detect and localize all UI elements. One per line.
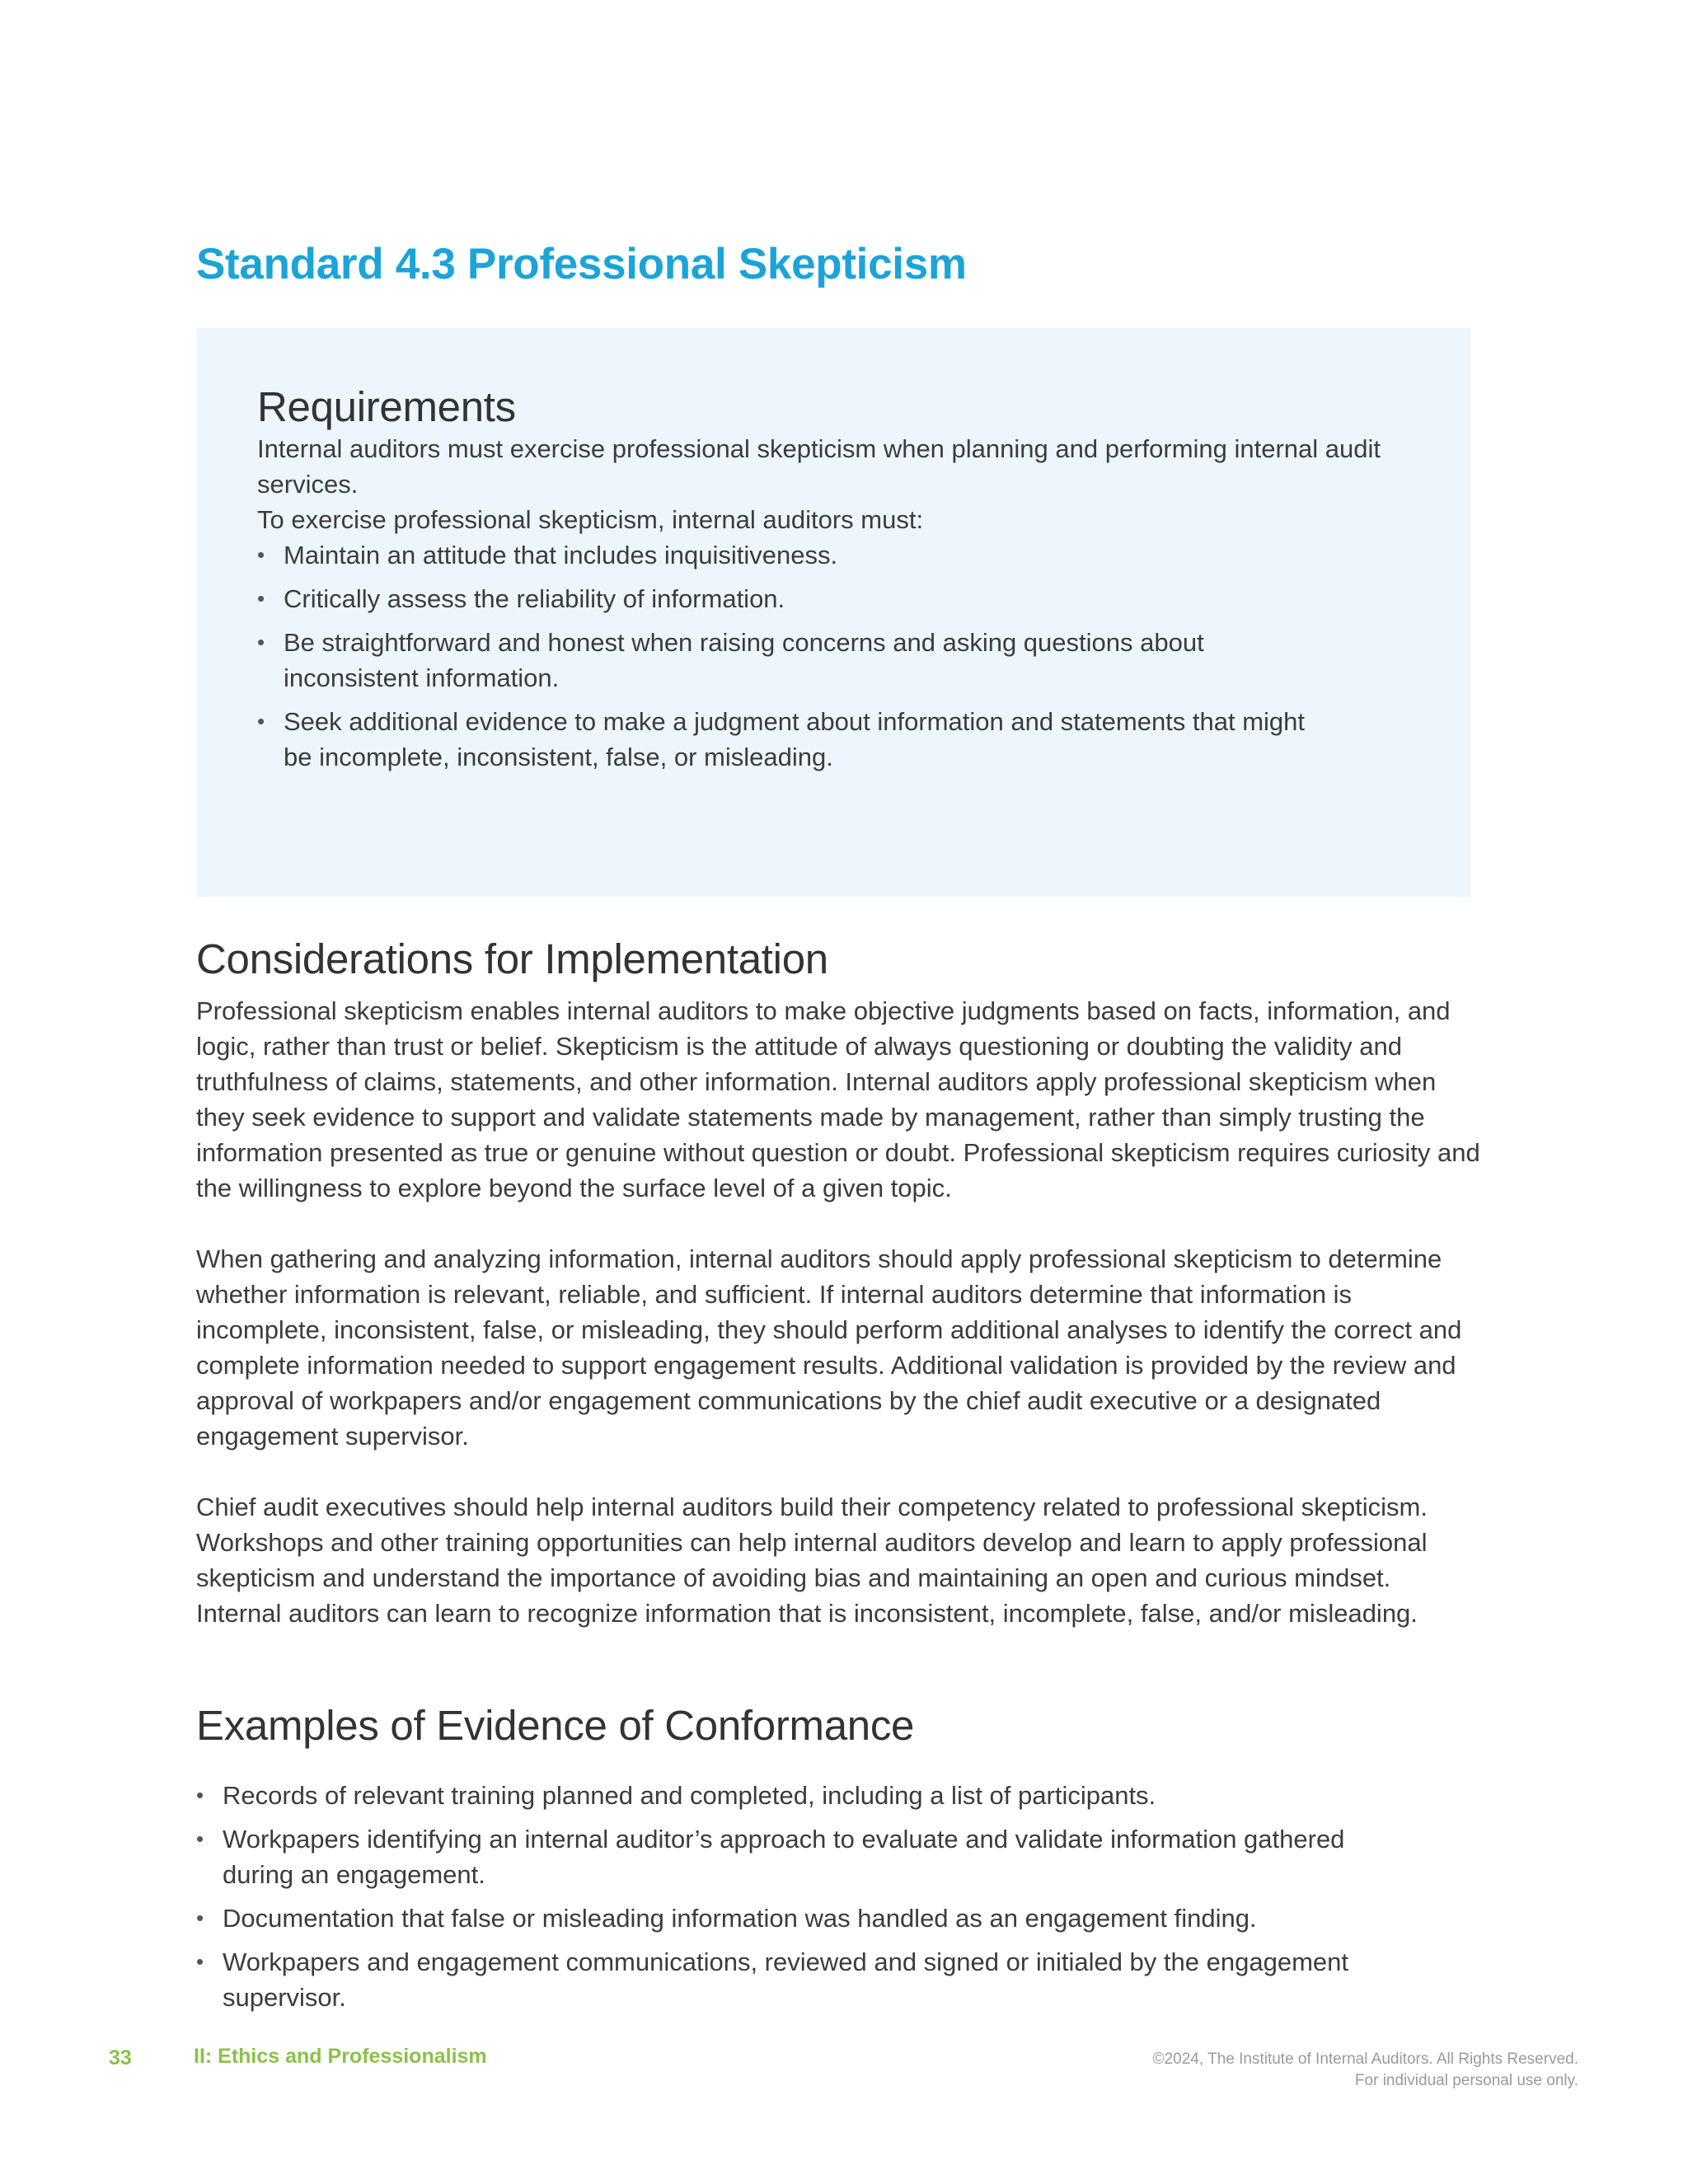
requirements-content (257, 382, 1395, 783)
requirements-list (257, 537, 1320, 775)
page-number: 33 (109, 2046, 132, 2069)
list-item (257, 625, 1320, 696)
list-item-text: Workpapers and engagement communications, reviewed and signed or initialed by the engagement supervisor. (223, 1947, 1348, 2012)
examples-section (196, 1701, 1482, 2023)
bullet-icon: • (257, 542, 265, 567)
bullet-icon: • (257, 630, 265, 654)
footer-copyright (1153, 2049, 1578, 2092)
bullet-icon: • (196, 1949, 204, 1974)
standard-title: Standard 4.3 Professional Skepticism (196, 240, 967, 288)
considerations-paragraph: When gathering and analyzing information, internal auditors should apply professional skepticism to determine whether information is relevant, reliable, and sufficient. If internal auditors determine that information is incomplete, inconsistent, false, or misleading, they should perform additional analyses to identify the correct and complete information needed to support engagement results. Additional validation is provided by the review and approval of workpapers and/or engagement communications by the chief audit executive or a designated engagement supervisor. (196, 1244, 1462, 1451)
bullet-icon: • (196, 1905, 204, 1930)
list-item-text: Maintain an attitude that includes inquisitiveness. (284, 541, 838, 569)
list-item-text: Critically assess the reliability of information. (284, 584, 785, 613)
copyright-line: ©2024, The Institute of Internal Auditors. All Rights Reserved. (1152, 2050, 1578, 2068)
usage-line: For individual personal use only. (1354, 2072, 1578, 2089)
list-item (257, 704, 1320, 775)
examples-list (196, 1778, 1416, 2015)
footer-section-title: II: Ethics and Professionalism (194, 2045, 487, 2068)
list-item (196, 1778, 1416, 1813)
list-item-text: Workpapers identifying an internal auditor’s approach to evaluate and validate information gathered during an engagement. (223, 1825, 1345, 1889)
considerations-heading: Considerations for Implementation (196, 935, 828, 982)
bullet-icon: • (196, 1783, 204, 1807)
list-item (196, 1900, 1416, 1936)
requirements-lead-in: To exercise professional skepticism, internal auditors must: (257, 505, 924, 534)
list-item (196, 1944, 1416, 2015)
list-item-text: Be straightforward and honest when raising concerns and asking questions about inconsistent information. (284, 628, 1204, 692)
requirements-box (196, 328, 1470, 897)
list-item-text: Seek additional evidence to make a judgment about information and statements that might be incomplete, inconsistent, false, or misleading. (284, 707, 1306, 771)
list-item (257, 537, 1320, 573)
requirements-intro: Internal auditors must exercise professional skepticism when planning and performing internal audit services. (257, 434, 1381, 499)
bullet-icon: • (257, 709, 265, 733)
considerations-paragraph: Chief audit executives should help internal auditors build their competency related to professional skepticism. Workshops and other training opportunities can help internal auditors develop and learn to apply professional skepticism and understand the importance of avoiding bias and maintaining an open and curious mindset. Internal auditors can learn to recognize information that is inconsistent, incomplete, false, and/or misleading. (196, 1493, 1428, 1628)
bullet-icon: • (257, 586, 265, 611)
examples-heading: Examples of Evidence of Conformance (196, 1702, 915, 1749)
list-item-text: Records of relevant training planned and completed, including a list of participants. (223, 1781, 1156, 1810)
bullet-icon: • (196, 1826, 204, 1851)
considerations-section (196, 935, 1482, 1666)
requirements-heading: Requirements (257, 383, 516, 430)
list-item-text: Documentation that false or misleading information was handled as an engagement finding. (223, 1904, 1257, 1933)
list-item (257, 581, 1320, 616)
list-item (196, 1821, 1416, 1892)
considerations-paragraph: Professional skepticism enables internal auditors to make objective judgments based on facts, information, and logic, rather than trust or belief. Skepticism is the attitude of always questioning or doubting the validity and truthfulness of claims, statements, and other information. Internal auditors apply professional skepticism when they seek evidence to support and validate statements made by management, rather than simply trusting the information presented as true or genuine without question or doubt. Professional skepticism requires curiosity and the willingness to explore beyond the surface level of a given topic. (196, 996, 1480, 1202)
